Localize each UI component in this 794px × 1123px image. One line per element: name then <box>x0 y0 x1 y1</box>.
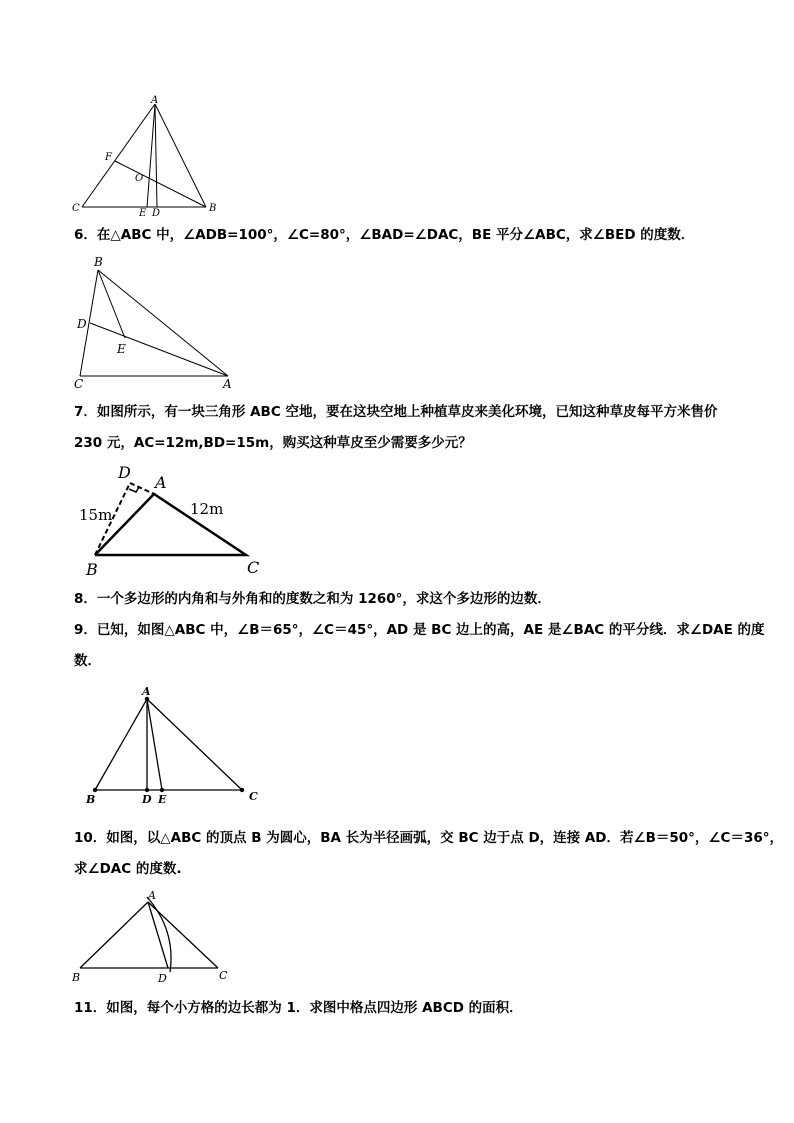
length-bd: 15m <box>79 506 113 524</box>
question-text: ．如图，每个小方格的边长都为 1．求图中格点四边形 ABCD 的面积． <box>92 1000 523 1016</box>
label-B: B <box>72 971 81 984</box>
figure-triangle-grass <box>74 460 274 580</box>
figure-triangle-abc-feod <box>66 94 226 224</box>
question-10 <box>74 823 783 885</box>
question-7 <box>74 397 734 459</box>
label-B: B <box>86 560 98 579</box>
label-A: A <box>155 473 167 492</box>
question-6 <box>74 220 734 251</box>
label-B: B <box>209 203 217 214</box>
label-A: A <box>223 377 232 391</box>
label-B: B <box>94 255 103 269</box>
label-D: D <box>158 972 167 985</box>
question-number: 10 <box>74 830 93 846</box>
label-A: A <box>142 685 151 698</box>
label-E: E <box>139 208 147 219</box>
label-E: E <box>158 793 167 806</box>
question-text-line2: 230 元，AC=12m,BD=15m，购买这种草皮至少需要多少元？ <box>74 435 472 451</box>
question-number: 7 <box>74 404 84 420</box>
label-C: C <box>72 203 80 214</box>
label-C: C <box>74 377 84 391</box>
figure-triangle-bca-de <box>70 252 240 392</box>
question-number: 11 <box>74 1000 93 1016</box>
label-O: O <box>135 173 144 184</box>
label-D: D <box>118 463 131 482</box>
question-11 <box>74 993 734 1024</box>
label-A: A <box>148 889 156 902</box>
question-9 <box>74 615 765 677</box>
label-E: E <box>117 342 126 356</box>
question-number: 9 <box>74 622 84 638</box>
label-D: D <box>77 317 87 331</box>
question-text-line1: ．如图，以△ABC 的顶点 B 为圆心，BA 长为半径画弧，交 BC 边于点 D，连接 AD．若∠B＝50°，∠C＝36°， <box>92 830 783 846</box>
length-ac: 12m <box>190 500 224 518</box>
question-text-line2: 数． <box>74 653 101 669</box>
question-8 <box>74 584 734 615</box>
question-number: 6 <box>74 227 84 243</box>
label-C: C <box>247 558 260 577</box>
question-text: ．在△ABC 中，∠ADB=100°，∠C=80°，∠BAD=∠DAC，BE 平分∠ABC，求∠BED 的度数． <box>83 227 695 243</box>
label-F: F <box>105 152 112 163</box>
label-D: D <box>142 793 152 806</box>
label-B: B <box>86 793 96 806</box>
label-C: C <box>219 969 228 982</box>
question-text: ．一个多边形的内角和与外角和的度数之和为 1260°，求这个多边形的边数． <box>83 591 551 607</box>
label-D: D <box>152 208 161 219</box>
label-C: C <box>249 790 258 803</box>
question-text-line1: ．已知，如图△ABC 中，∠B＝65°，∠C＝45°，AD 是 BC 边上的高，AE 是∠BAC 的平分线．求∠DAE 的度 <box>83 622 765 638</box>
figure-triangle-altitude-bisector <box>80 682 270 807</box>
question-number: 8 <box>74 591 84 607</box>
label-A: A <box>151 95 159 106</box>
question-text-line2: 求∠DAC 的度数. <box>74 861 182 877</box>
figure-triangle-arc <box>66 886 236 986</box>
question-text-line1: ．如图所示，有一块三角形 ABC 空地，要在这块空地上种植草皮来美化环境，已知这种草皮每平方米售价 <box>83 404 718 420</box>
